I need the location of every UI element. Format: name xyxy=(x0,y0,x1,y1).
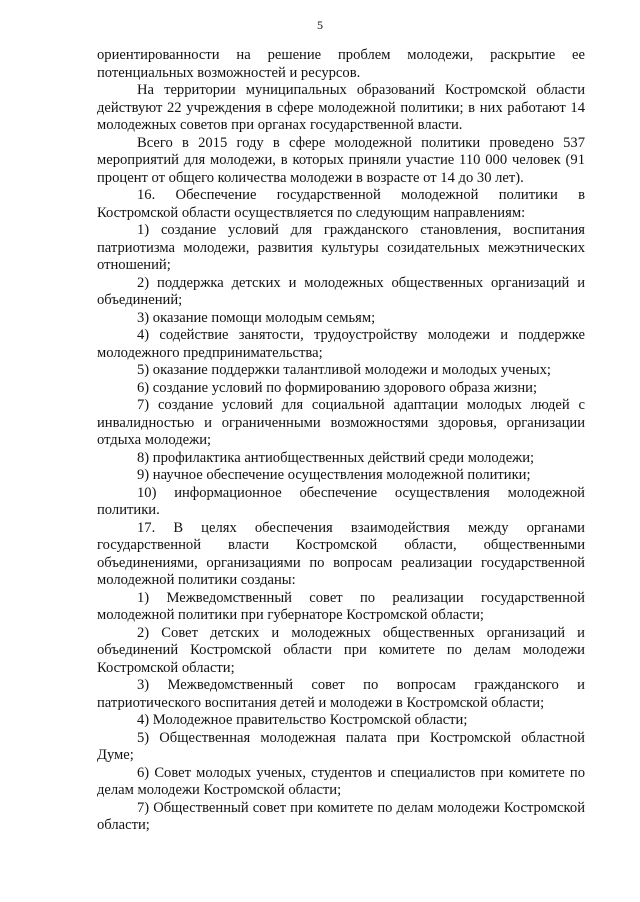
paragraph: 7) создание условий для социальной адаптации молодых людей с инвалидностью и ограниченными возможностями здоровья, организации отдыха молодежи; xyxy=(97,397,585,448)
document-body xyxy=(97,47,585,835)
paragraph: На территории муниципальных образований Костромской области действуют 22 учреждения в сфере молодежной политики; в них работают 14 молодежных советов при органах государственной власти. xyxy=(97,82,585,133)
paragraph: Всего в 2015 году в сфере молодежной политики проведено 537 мероприятий для молодежи, в которых приняли участие 110 000 человек (91 процент от общего количества молодежи в возрасте от 14 до 30 лет). xyxy=(97,134,585,186)
paragraph: 2) Совет детских и молодежных общественных организаций и объединений Костромской области при комитете по делам молодежи Костромской области; xyxy=(97,624,585,676)
page-number: 5 xyxy=(317,18,323,32)
paragraph: 4) Молодежное правительство Костромской области; xyxy=(137,712,468,728)
paragraph: 8) профилактика антиобщественных действий среди молодежи; xyxy=(137,449,535,466)
paragraph: 5) оказание поддержки талантливой молодежи и молодых ученых; xyxy=(137,362,551,378)
paragraph: 9) научное обеспечение осуществления молодежной политики; xyxy=(137,467,531,483)
paragraph: 6) Совет молодых ученых, студентов и специалистов при комитете по делам молодежи Костромской области; xyxy=(97,764,585,798)
paragraph: 16. Обеспечение государственной молодежной политики в Костромской области осуществляется по следующим направлениям: xyxy=(97,187,585,221)
paragraph: 6) создание условий по формированию здорового образа жизни; xyxy=(137,379,538,396)
paragraph: 3) Межведомственный совет по вопросам гражданского и патриотического воспитания детей и молодежи в Костромской области; xyxy=(97,677,585,711)
paragraph: 10) информационное обеспечение осуществления молодежной политики. xyxy=(97,484,585,518)
paragraph: 3) оказание помощи молодым семьям; xyxy=(137,309,376,326)
paragraph: ориентированности на решение проблем молодежи, раскрытие ее потенциальных возможностей и ресурсов. xyxy=(97,47,585,81)
paragraph: 5) Общественная молодежная палата при Костромской областной Думе; xyxy=(97,729,585,763)
paragraph: 17. В целях обеспечения взаимодействия между органами государственной власти Костромской области, общественными объединениями, организациями по вопросам реализации государственной молодежной политики созданы: xyxy=(97,519,585,588)
paragraph: 1) Межведомственный совет по реализации государственной молодежной политики при губернаторе Костромской области; xyxy=(97,589,585,623)
paragraph: 7) Общественный совет при комитете по делам молодежи Костромской области; xyxy=(97,799,585,833)
paragraph: 4) содействие занятости, трудоустройству молодежи и поддержке молодежного предпринимательства; xyxy=(97,327,585,361)
paragraph: 1) создание условий для гражданского становления, воспитания патриотизма молодежи, развития культуры созидательных межэтнических отношений; xyxy=(97,222,585,273)
paragraph: 2) поддержка детских и молодежных общественных организаций и объединений; xyxy=(97,274,585,308)
